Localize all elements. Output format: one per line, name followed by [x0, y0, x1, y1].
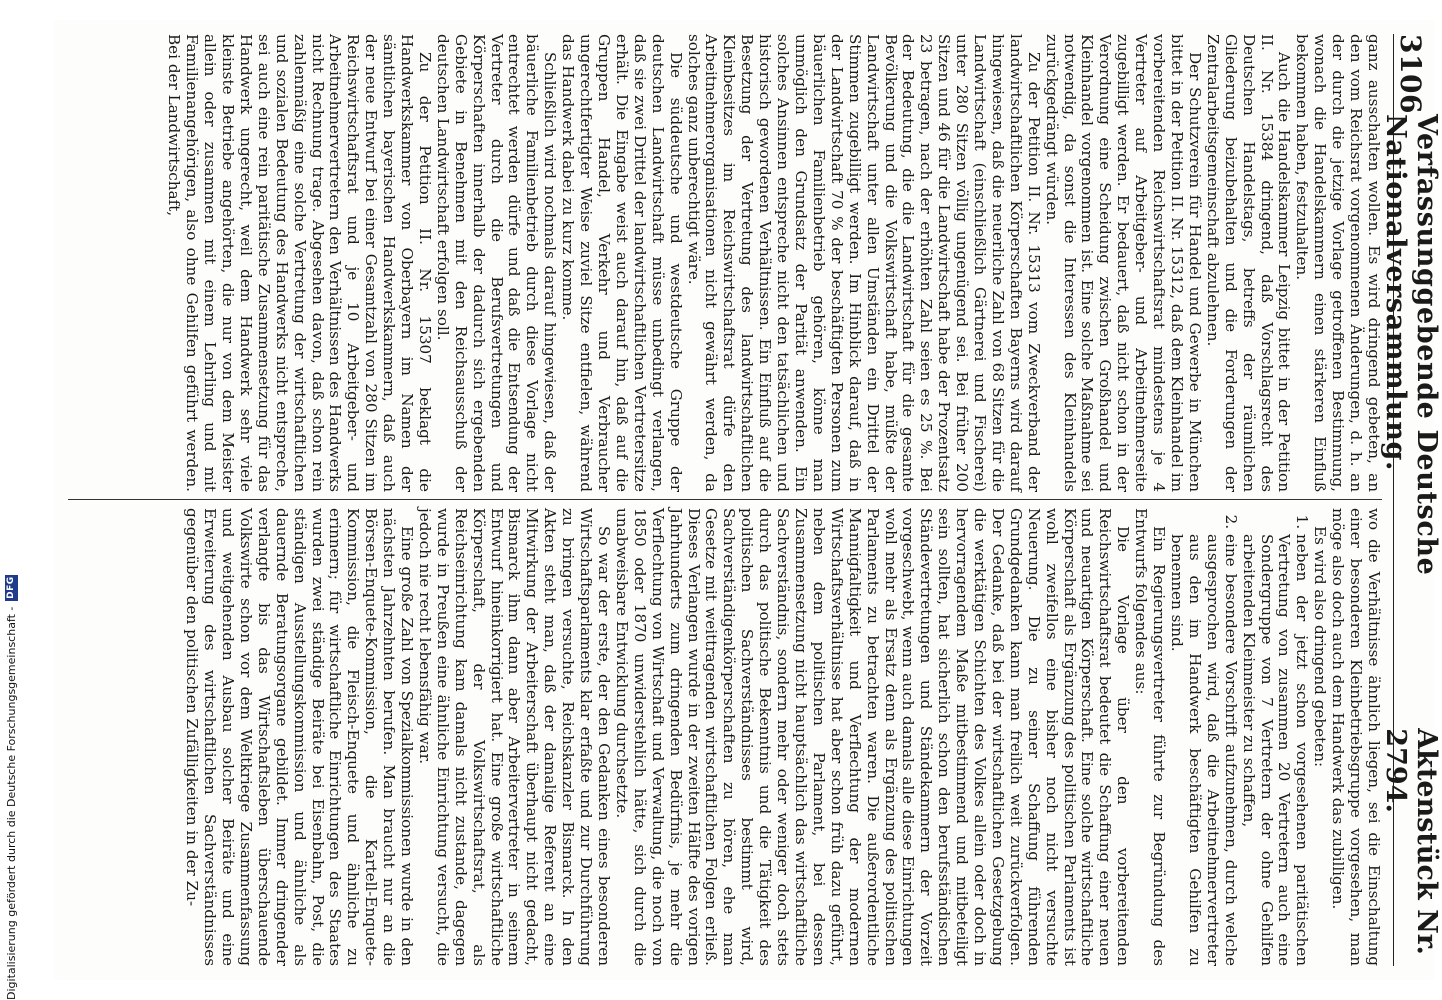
dfg-logo: DFG: [5, 576, 16, 599]
request-item: 1. neben der jetzt schon vorgesehenen paritätischen Vertretung von zusammen 20 Vertretern auch eine Sondergruppe von 7 Vertretern der ohne Gehilfen arbeitenden Kleinmeister zu schaffen,: [1239, 534, 1311, 966]
request-item: 2. eine besondere Vorschrift aufzunehmen, durch welche ausgesprochen wird, daß die Arbeitnehmervertreter aus den im Handwerk beschäftigten Gehilfen zu benennen sind.: [1167, 534, 1239, 966]
running-title: Verfassunggebende Deutsche Nationalversammlung.: [1380, 113, 1442, 576]
paragraph: Es wird also dringend gebeten:: [1311, 526, 1330, 768]
scanned-page: [54, 20, 1442, 980]
paragraph: wo die Verhältnisse ähnlich liegen, sei die Einschaltung einer besonderen Kleinbetriebsgruppe vorgesehen, man möge also doch auch dem Handwerk das zubilligen.: [1329, 508, 1383, 966]
appendix-number: Aktenstück Nr. 2794.: [1380, 728, 1442, 955]
paragraph: So war der erste, der den Gedanken eines besonderen Wirtschaftsparlaments klar erfaßte und zur Durchführung zu bringen versuchte, Reichskanzler Bismarck. In den Akten steht man, daß der damalige Referent an eine Mitwirkung der Arbeiterschaft überhaupt nicht gedacht, Bismarck ihm dann aber Arbeitervertreter in seinem Entwurf hineinkorrigiert hat. Eine große wirtschaftliche Körperschaft, der Volkswirtschaftsrat, als Reichseinrichtung kam damals nicht zustande, dagegen wurde in Preußen eine ähnliche Einrichtung versucht, die jedoch nie recht lebensfähig war.: [415, 508, 614, 966]
page-header: [1380, 34, 1442, 966]
right-column: [60, 508, 1382, 966]
paragraph: Schließlich wird nochmals darauf hingewiesen, daß der bäuerliche Familienbetrieb durch diese Vorlage nicht entrechtet werden dürfe und daß die Entsendung der Vertreter durch die Berufsvertretungen und Körperschaften innerhalb der dadurch sich ergebenden Gebiete in Benehmen mit den Reichsausschuß der deutschen Landwirtschaft erfolgen soll.: [433, 34, 560, 492]
paragraph: Zu der Petition II. Nr. 15307 beklagt die Handwerkskammer von Oberbayern im Namen der sämtlichen bayerischen Handwerkskammern, daß auch der neue Entwurf bei einer Gesamtzahl von 280 Sitzen im Reichswirtschaftsrat und je 10 Arbeitgeber- und Arbeitnehmervertretern den Verhältnissen des Handwerks nicht Rechnung trage. Abgesehen davon, daß schon rein zahlenmäßig eine solche Vertretung der wirtschaftlichen und sozialen Bedeutung des Handwerks nicht entspreche, sei auch eine rein paritätische Zusammensetzung für das Handwerk ungerecht, weil dem Handwerk sehr viele kleinste Betriebe angehörten, die nur von dem Meister allein oder zusammen mit einem Lehrling und mit Familienangehörigen, also ohne Gehilfen geführt werden. Bei der Landwirtschaft,: [165, 34, 434, 492]
paragraph: Auch die Handelskammer Leipzig bittet in der Petition II. Nr. 15384 dringend, daß Vorschlagsrecht des Deutschen Handelstags, betreffs der räumlichen Gliederung beizubehalten und die Forderungen der Zentralarbeitsgemeinschaft abzulehnen.: [1203, 34, 1294, 492]
paragraph: Zu der Petition II. Nr. 15313 vom Zweckverband der landwirtschaftlichen Körperschaften Bayerns wird darauf hingewiesen, daß die neuerliche Zahl von 68 Sitzen für die Landwirtschaft (einschließlich Gärtnerei und Fischerei) unter 280 Sitzen völlig ungenügend sei. Bei früher 200 Sitzen und 46 für die Landwirtschaft habe der Prozentsatz 23 betragen, nach der erhöhten Zahl seien es 25 %. Bei der Bedeutung, die die Landwirtschaft für die gesamte Bevölkerung und die Volkswirtschaft habe, müßte der Landwirtschaft unter allen Umständen ein Drittel der Stimmen zugebilligt werden. Im Hinblick darauf, daß in der Landwirtschaft 70 % der beschäftigten Personen zum bäuerlichen Familienbetrieb gehören, könne man unmöglich den Grundsatz der Parität anwenden. Ein solches Ansinnen entspreche nicht den tatsächlichen und historisch gewordenen Verhältnissen. Ein Einfluß auf die Besetzung der Vertretung des landwirtschaftlichen Kleinbesitzes im Reichswirtschaftsrat dürfe den Arbeitnehmerorganisationen nicht gewährt werden, da solches ganz unberechtigt wäre.: [684, 34, 1043, 492]
digitization-footer: [2, 0, 20, 1000]
paragraph: Die Vorlage über den vorbereitenden Reichswirtschaftsrat bedeutet die Schaffung einer neuen und neuartigen Körperschaft. Eine solche wirtschaftliche Körperschaft als Ergänzung des politischen Parlaments ist wohl zweifellos eine bisher noch nicht versuchte Neuerung. Die zu seiner Schaffung führenden Grundgedanken kann man freilich weit zurückverfolgen. Der Gedanke, daß bei der wirtschaftlichen Gesetzgebung die werktätigen Schichten des Volkes allein oder doch in hervorragendem Maße mitbestimmend und mitbeteiligt sein sollten, hat sicherlich schon den berufsständischen Ständevertretungen und Ständekammern der Vorzeit vorgeschwebt, wenn auch damals alle diese Einrichtungen wohl mehr als Ersatz denn als Ergänzung des politischen Parlaments zu betrachten waren. Die außerordentliche Mannigfaltigkeit und Verflechtung der modernen Wirtschaftsverhältnisse hat aber schon früh dazu geführt, neben dem politischen Parlament, bei dessen Zusammensetzung nicht hauptsächlich das wirtschaftliche Sachverständnis, sondern mehr oder weniger doch stets durch das politische Bekenntnis und die Tätigkeit des politischen Sachverständnisses bestimmt wird, Sachverständigenkörperschaften zu hören, ehe man Gesetze mit weittragenden wirtschaftlichen Folgen erließ. Dieses Verlangen wurde in der zweiten Hälfte des vorigen Jahrhunderts zum dringenden Bedürfnis, je mehr die Verflechtung von Wirtschaft und Verwaltung, die noch von 1850 oder 1870 unwiderstehlich hätte, sich durch die unabweisbare Entwicklung durchsetzte.: [612, 508, 1133, 966]
digitization-note: Digitalisierung gefördert durch die Deutsche Forschungsgemeinschaft -: [4, 606, 18, 1000]
column-divider: [68, 499, 1382, 500]
paragraph: Eine große Zahl von Spezialkommissionen wurde in den nächsten Jahrzehnten berufen. Man braucht nur an die Börsen-Enquete-Kommission, die Kartell-Enquete-Kommission, die Fleisch-Enquete und ähnliche zu erinnern; für wirtschaftliche Einrichtungen des Staates wurden zwei ständige Beiräte bei Eisenbahn, Post, die ständigen Ausstellungskommission und ähnliche als dauernde Beratungsorgane gebildet. Immer dringender verlangte bis das Wirtschaftsleben überschauende Volkswirte schon vor dem Weltkriege Zusammenfassung und weitgehenden Ausbau solcher Beiräte und eine Erweiterung des wirtschaftlichen Sachverständnisses gegenüber den politischen Zufälligkeiten in der Zu-: [183, 508, 417, 966]
request-list: [1167, 508, 1310, 966]
paragraph: Der Schutzverein für Handel und Gewerbe in München bittet in der Petition II. Nr. 15312, daß dem Kleinhandel im vorbereitenden Reichswirtschaftsrat mindestens je 4 Vertreter auf Arbeitgeber- und Arbeitnehmerseite zugebilligt werden. Er bedauert, daß nicht schon in der Verordnung eine Scheidung zwischen Großhandel und Kleinhandel vorgenommen ist. Eine solche Maßnahme sei notwendig, da sonst die Interessen des Kleinhandels zurückgedrängt würden.: [1042, 34, 1204, 492]
paragraph: ganz ausschalten wollen. Es wird dringend gebeten, an den vom Reichsrat vorgenommenen Änderungen, d. h. an der durch die jetzige Vorlage getroffenen Bestimmung, wonach die Handelskammern einen stärkeren Einfluß bekommen haben, festzuhalten.: [1293, 34, 1383, 492]
paragraph: Die süddeutsche und westdeutsche Gruppe der deutschen Landwirtschaft müsse unbedingt verlangen, daß sie zwei Drittel der landwirtschaftlichen Vertretersitze erhält. Die Eingabe weist auch darauf hin, daß auf die Gruppen Handel, Verkehr und Verbraucher ungerechtfertigter Weise zuviel Sitze entfielen, während das Handwerk dabei zu kurz komme.: [559, 34, 685, 492]
left-column: [60, 34, 1382, 492]
paragraph: Ein Regierungsvertreter führte zur Begründung des Entwurfs folgendes aus:: [1132, 508, 1169, 966]
page-number: 3106: [1394, 34, 1428, 114]
